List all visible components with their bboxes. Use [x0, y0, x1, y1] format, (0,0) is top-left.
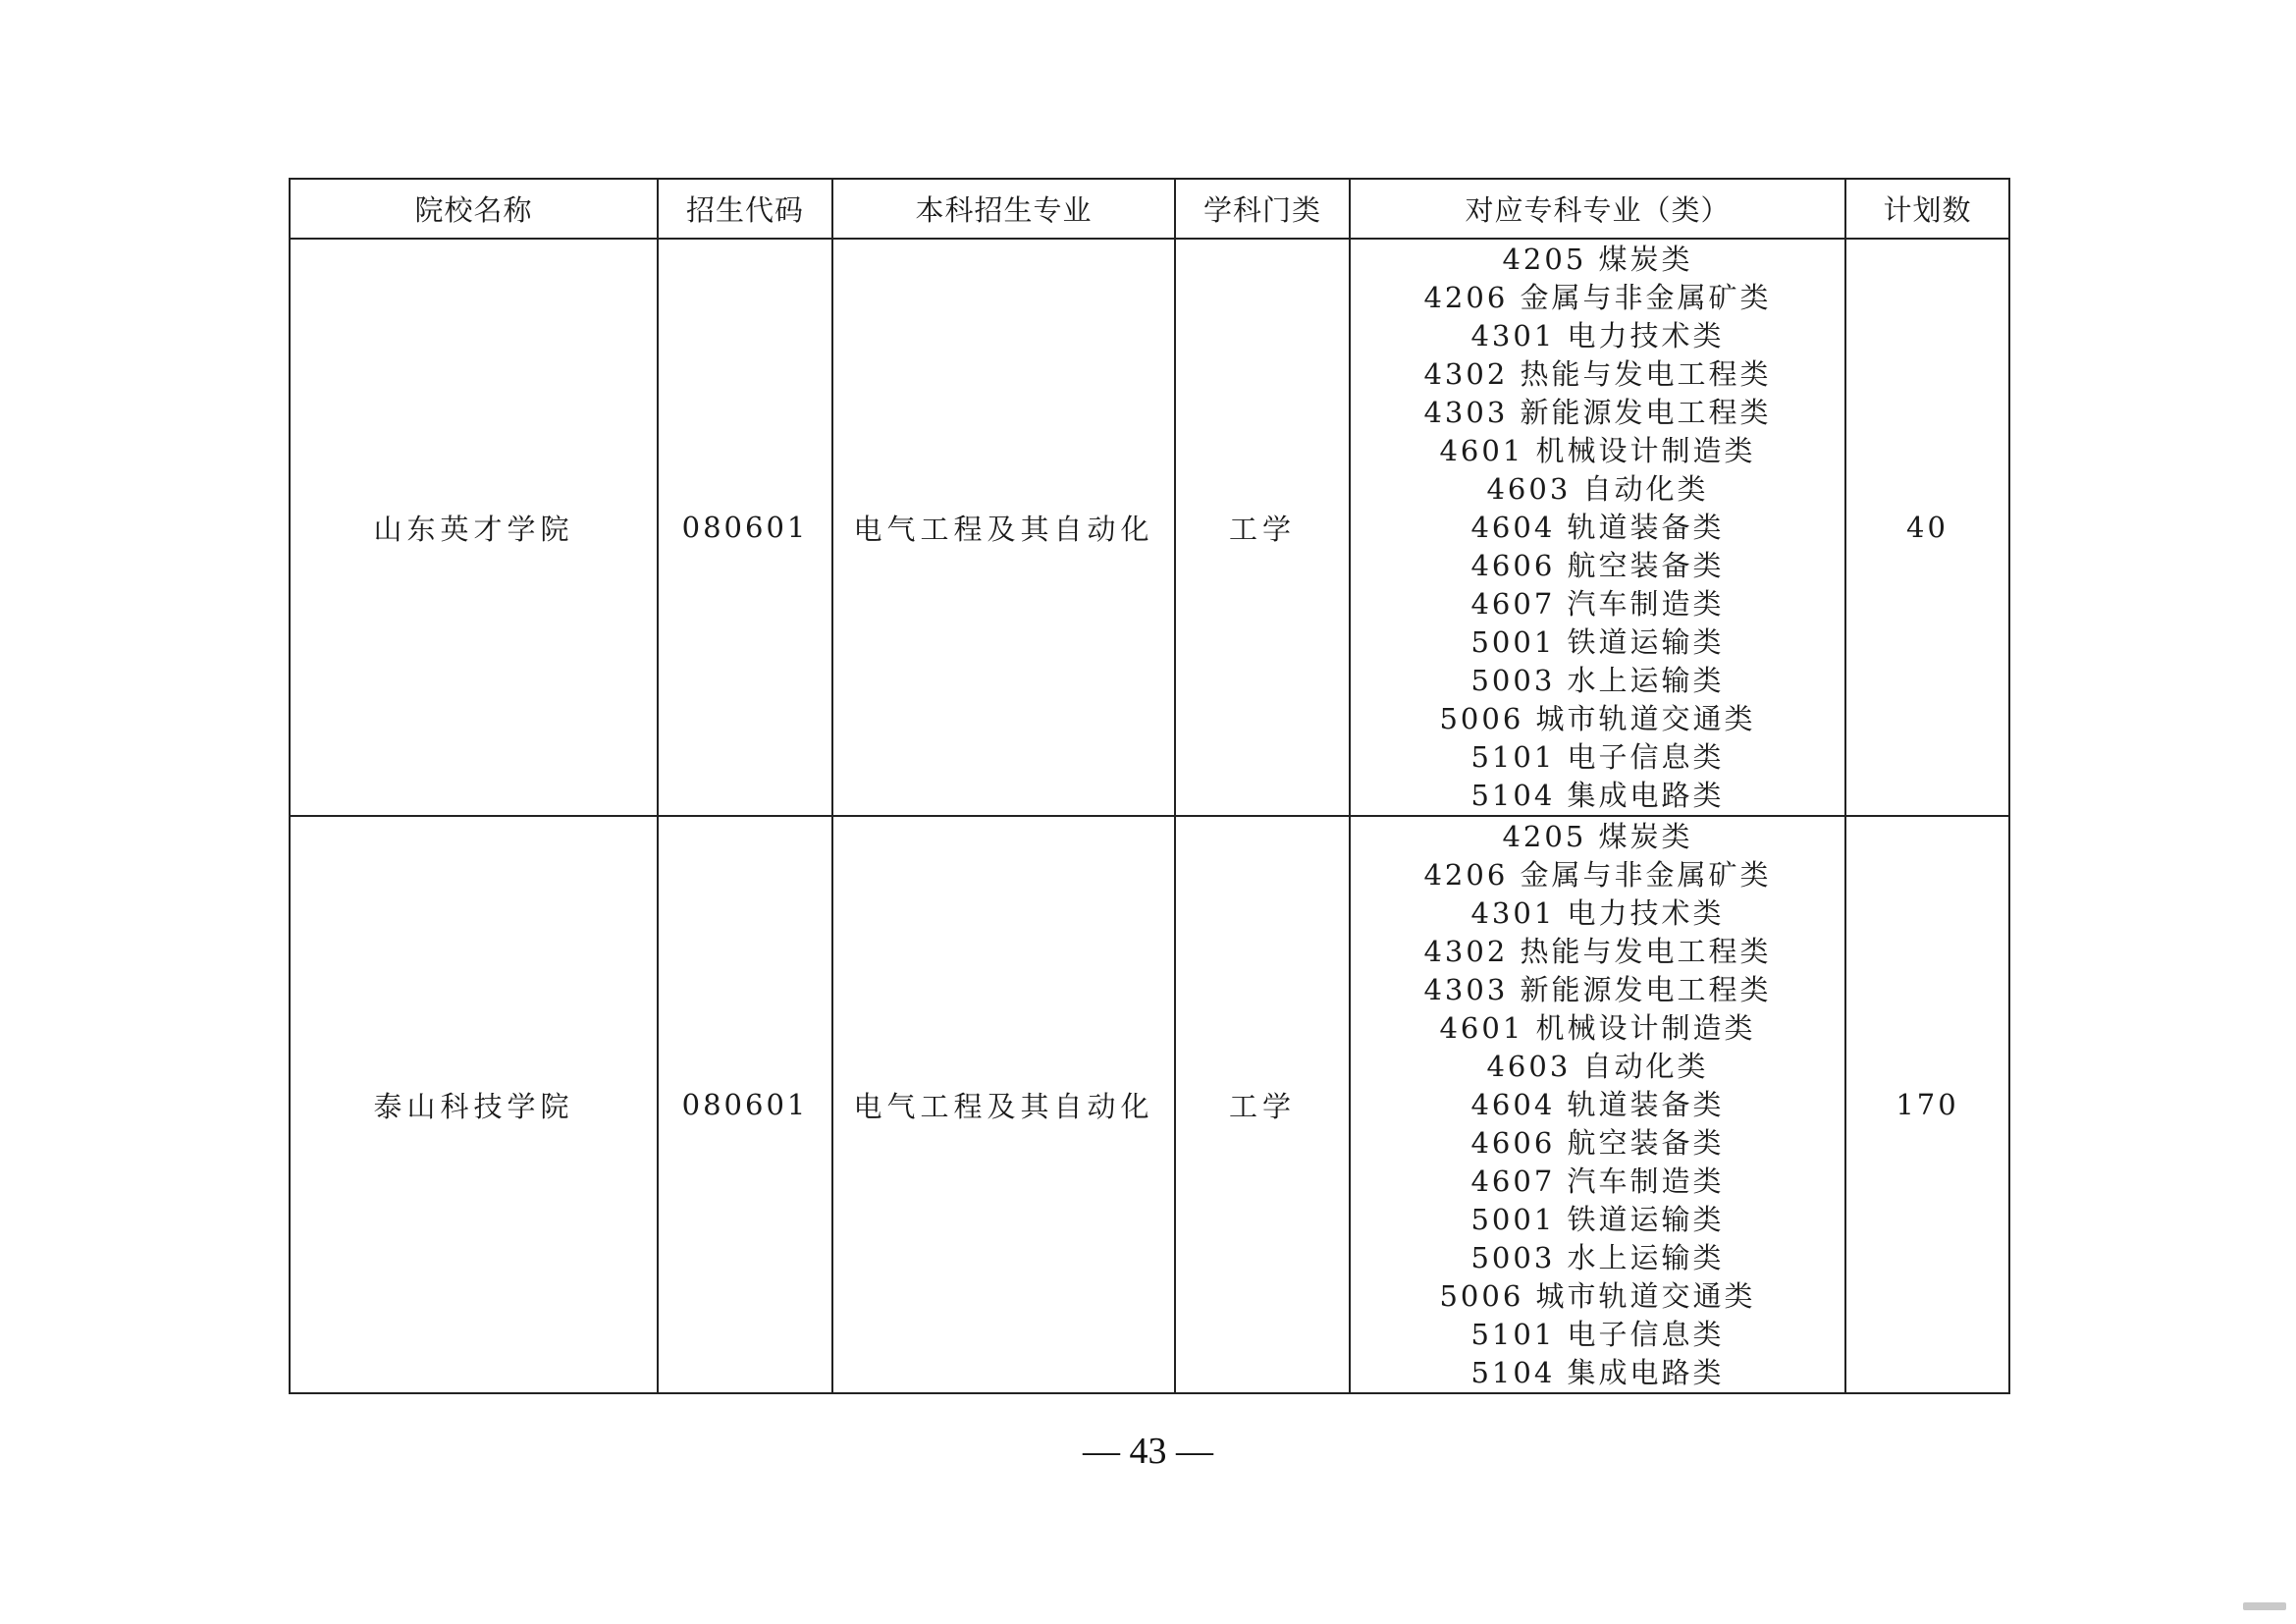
specialty-list-cell [1350, 239, 1845, 816]
specialty-item: 4604 轨道装备类 [1470, 510, 1725, 544]
specialty-item: 5101 电子信息类 [1470, 739, 1725, 774]
specialty-item: 4301 电力技术类 [1470, 895, 1725, 930]
header-corresponding-specialties: 对应专科专业（类） [1350, 179, 1845, 239]
specialty-item: 4601 机械设计制造类 [1439, 1010, 1756, 1045]
specialty-item: 4302 热能与发电工程类 [1423, 356, 1772, 391]
header-enrollment-code: 招生代码 [658, 179, 832, 239]
specialty-item: 5104 集成电路类 [1470, 778, 1725, 812]
header-discipline: 学科门类 [1175, 179, 1350, 239]
specialty-item: 5001 铁道运输类 [1470, 624, 1725, 659]
specialty-item: 4603 自动化类 [1486, 471, 1709, 506]
specialty-item: 5006 城市轨道交通类 [1439, 1278, 1756, 1313]
specialty-item: 4302 热能与发电工程类 [1423, 934, 1772, 968]
discipline-cell: 工学 [1175, 816, 1350, 1393]
header-school-name: 院校名称 [290, 179, 658, 239]
specialty-item: 4606 航空装备类 [1470, 1125, 1725, 1160]
discipline-cell: 工学 [1175, 239, 1350, 816]
specialty-item: 4601 机械设计制造类 [1439, 433, 1756, 467]
corner-watermark [2243, 1602, 2286, 1610]
specialty-item: 4301 电力技术类 [1470, 318, 1725, 352]
header-plan-count: 计划数 [1845, 179, 2009, 239]
specialty-item: 4603 自动化类 [1486, 1049, 1709, 1083]
specialty-item: 4607 汽车制造类 [1470, 586, 1725, 621]
plan-count-cell: 170 [1845, 816, 2009, 1393]
enrollment-code-cell: 080601 [658, 239, 832, 816]
enrollment-code-cell: 080601 [658, 816, 832, 1393]
specialty-item: 4606 航空装备类 [1470, 548, 1725, 582]
major-cell: 电气工程及其自动化 [832, 816, 1175, 1393]
specialty-item: 4206 金属与非金属矿类 [1423, 857, 1772, 892]
specialty-item: 4206 金属与非金属矿类 [1423, 280, 1772, 314]
plan-count-cell: 40 [1845, 239, 2009, 816]
table-row [290, 816, 2009, 1393]
specialty-item: 4205 煤炭类 [1502, 242, 1693, 276]
specialty-item: 4607 汽车制造类 [1470, 1164, 1725, 1198]
page-number: — 43 — [1083, 1431, 1213, 1472]
school-name-cell: 山东英才学院 [290, 239, 658, 816]
specialty-list-cell [1350, 816, 1845, 1393]
major-cell: 电气工程及其自动化 [832, 239, 1175, 816]
specialty-item: 4303 新能源发电工程类 [1423, 395, 1772, 429]
header-row [290, 179, 2009, 239]
table-row [290, 239, 2009, 816]
specialty-item: 5101 电子信息类 [1470, 1317, 1725, 1351]
specialty-item: 5003 水上运输类 [1470, 1240, 1725, 1274]
specialty-item: 5003 水上运输类 [1470, 663, 1725, 697]
specialty-item: 5104 集成电路类 [1470, 1355, 1725, 1389]
specialty-item: 5006 城市轨道交通类 [1439, 701, 1756, 735]
specialty-item: 5001 铁道运输类 [1470, 1202, 1725, 1236]
school-name-cell: 泰山科技学院 [290, 816, 658, 1393]
enrollment-plan-table [289, 178, 2010, 1394]
specialty-item: 4205 煤炭类 [1502, 819, 1693, 853]
specialty-item: 4604 轨道装备类 [1470, 1087, 1725, 1121]
header-undergraduate-major: 本科招生专业 [832, 179, 1175, 239]
specialty-item: 4303 新能源发电工程类 [1423, 972, 1772, 1006]
